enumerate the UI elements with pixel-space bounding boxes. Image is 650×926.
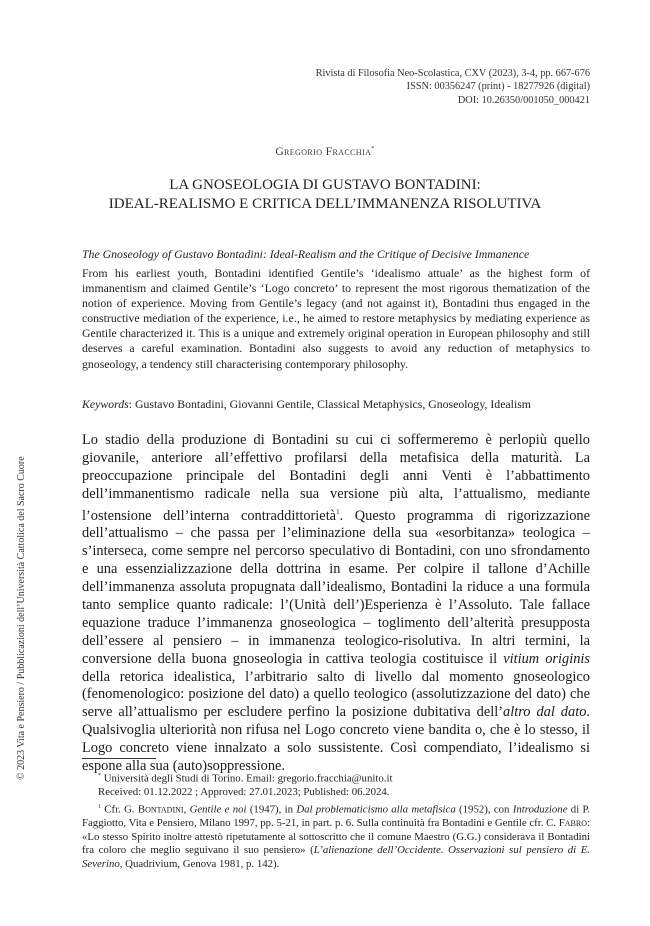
keywords-label: Keywords	[82, 397, 129, 411]
doi-line: DOI: 10.26350/001050_000421	[457, 94, 590, 106]
fn1-text-a: Cfr. G.	[101, 803, 138, 816]
keywords-list: : Gustavo Bontadini, Giovanni Gentile, Classical Metaphysics, Gnoseology, Idealism	[128, 397, 531, 411]
footnote-author	[82, 770, 590, 800]
received-dates: Received: 01.12.2022 ; Approved: 27.01.2023; Published: 06.2024.	[98, 786, 390, 799]
fn1-author-fabro: Fabro	[558, 817, 587, 830]
fn1-text-f: : «Lo stesso Spirito inoltre attestò ripetutamente al sottoscritto che il comune Maestro (G.G.) considerava il Bontadini fra coloro che meglio seguivano il suo pensiero» (	[82, 817, 590, 857]
author-line	[0, 146, 650, 158]
fn1-text-g: , Quadrivium, Genova 1981, p. 142).	[119, 857, 280, 870]
copyright-text: © 2023 Vita e Pensiero / Pubblicazioni dell’Università Cattolica del Sacro Cuore	[16, 456, 27, 780]
author-name: Gregorio Fracchia	[275, 146, 372, 158]
footnote-1	[82, 801, 590, 872]
journal-citation: Rivista di Filosofia Neo-Scolastica, CXV (2023), 3-4, pp. 667-676	[315, 68, 590, 79]
footnote-divider	[82, 758, 156, 759]
issn-line: ISSN: 00356247 (print) - 18277926 (digital)	[406, 81, 590, 93]
title-line-2: IDEAL-REALISMO E CRITICA DELL’IMMANENZA RISOLUTIVA	[108, 196, 542, 212]
fn1-author-bontadini: Bontadini	[137, 803, 184, 816]
body-text-3: della retorica idealistica, l’arbitrario salto di livello dal momento gnoseologico (fenomenologico: posizione del dato) a quello teologico (assolutizzazione del dato) che serve all’attualismo per escludere perfino la posizione dubitativa dell’	[82, 668, 590, 721]
abstract-text: From his earliest youth, Bontadini identified Gentile’s ‘idealismo attuale’ as the highest form of immanentism and claimed Gentile’s ‘Logo concreto’ to represent the most rigorous thematization of the notion of experience. Moving from Gentile’s legacy (and not against it), Bontadini thus engaged in the constructive mediation of the experience, i.e., he aimed to restore metaphysics by mediating experience as Gentile characterized it. This is a unique and extremely original operation in European philosophy and still deserves a careful examination. Bontadini also suggests to avoid any reduction of metaphysics to gnoseology, a tendency still characterising contemporary philosophy.	[82, 266, 590, 371]
affiliation-email: Università degli Studi di Torino. Email: gregorio.fracchia@unito.it	[101, 772, 393, 785]
altro-dal-dato: altro dal dato	[503, 704, 587, 721]
fn1-text-c: (1947), in	[246, 803, 297, 816]
abstract-title: The Gnoseology of Gustavo Bontadini: Ideal-Realism and the Critique of Decisive Immanence	[82, 247, 530, 261]
fn1-work-2: Dal problematicismo alla metafisica	[296, 803, 456, 816]
fn1-text-e: di P. Faggiotto, Vita e Pensiero, Milano 1997, pp. 5-21, in part. p. 6. Sulla continuità fra Bontadini e Gentile cfr. C.	[82, 803, 590, 830]
journal-header	[316, 67, 590, 107]
fn1-text-b: ,	[183, 803, 190, 816]
fn1-work-4: L’alienazione dell’Occidente. Osservazioni sul pensiero di E. Severino	[82, 844, 590, 870]
fn1-work-1: Gentile e noi	[189, 803, 247, 816]
author-footnote-mark: *	[371, 146, 375, 153]
body-text-4: . Qualsivoglia ulteriorità non rifusa nel Logo concreto viene bandita o, che è lo stesso, il Logo concreto viene innalzato a solo sussistente. Così compendiato, l’idealismo si espone alla sua (auto)soppressione.	[82, 704, 590, 775]
keywords-line	[82, 397, 590, 412]
footnote-1-mark: 1	[98, 804, 101, 810]
footnote-ref-1[interactable]: 1	[336, 507, 340, 516]
article-title	[0, 176, 650, 214]
body-paragraph	[82, 432, 590, 776]
body-text-2: . Questo programma di rigorizzazione dell’attualismo – che passa per l’eliminazione della sua «esorbitanza» teologica – s’interseca, come sempre nel percorso speculativo di Bontadini, con uno sfrondamento e una essenzializzazione della dottrina in esame. Per colpire il tallone d’Achille dell’immanenza assoluta propugnata dall’idealismo, Bontadini la riduce a una formula tanto semplice quanto radicale: l’(Unità dell’)Esperienza è l’Assoluto. Tale fallace equazione traduce l’immanenza gnoseologica – toglimento dell’alterità presupposta dell’essere al pensiero – in immanenza teologico-risolutiva. In altri termini, la conversione della buona gnoseologia in cattiva teologia costituisce il	[82, 507, 590, 667]
fn1-text-d: (1952), con	[455, 803, 513, 816]
footnote-author-mark: *	[98, 773, 101, 779]
vitium-originis: vitium originis	[503, 650, 590, 667]
fn1-work-3: Introduzione	[512, 803, 568, 816]
title-line-1: LA GNOSEOLOGIA DI GUSTAVO BONTADINI:	[169, 177, 481, 193]
copyright-sidebar	[16, 456, 27, 780]
body-text-1: Lo stadio della produzione di Bontadini su cui ci soffermeremo è perlopiù quello giovanile, anteriore all’effettivo profilarsi della metafisica della maturità. La preoccupazione principale del Bontadini degli anni Venti è l’abbattimento dell’immanentismo radicale nella sua versione più alta, l’attualismo, mediante l’ostensione dell’interna contraddittorietà	[82, 432, 590, 524]
